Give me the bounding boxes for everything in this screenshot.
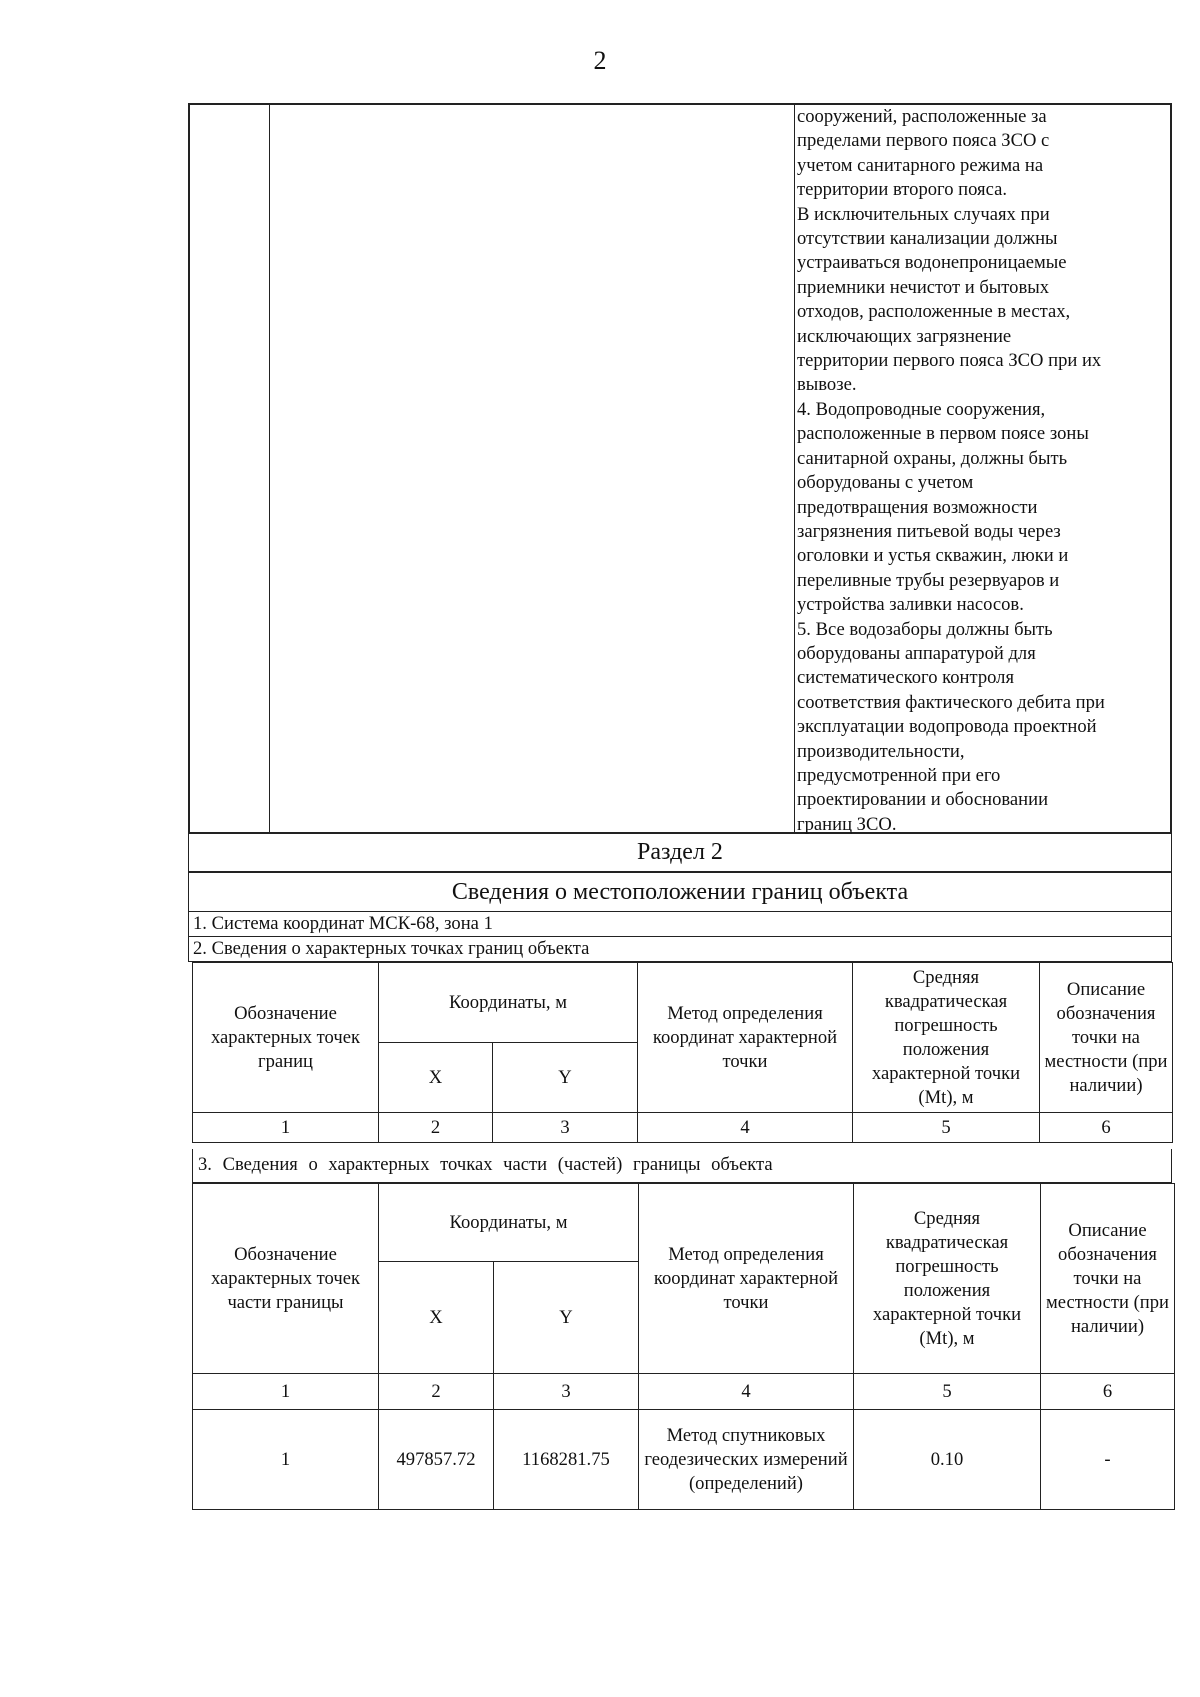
text-line: вывозе. [797, 374, 857, 396]
text-line: соответствия фактического дебита при [797, 691, 1105, 713]
header-x: X [379, 1262, 494, 1374]
part-boundary-points-table [192, 1183, 1175, 1510]
cell-x: 497857.72 [379, 1410, 494, 1510]
continuation-col-text [795, 105, 1170, 835]
page-number: 2 [593, 46, 607, 75]
continuation-col-number [190, 105, 270, 832]
text-line: сооружений, расположенные за [797, 106, 1047, 127]
section-subtitle: Сведения о местоположении границ объекта [188, 872, 1172, 912]
table-row [193, 1410, 1175, 1510]
cell-y: 1168281.75 [494, 1410, 639, 1510]
text-line: загрязнения питьевой воды через [797, 520, 1061, 542]
text-line: оборудованы с учетом [797, 472, 974, 494]
text-line: территории первого пояса ЗСО при их [797, 350, 1102, 372]
text-line: отходов, расположенные в местах, [797, 301, 1071, 323]
column-number: 1 [193, 1113, 379, 1143]
header-description: Описание обозначения точки на местности (при наличии) [1041, 1184, 1175, 1374]
header-point-designation: Обозначение характерных точек части границы [193, 1184, 379, 1374]
header-error: Средняя квадратическая погрешность положения характерной точки (Mt), м [854, 1184, 1041, 1374]
cell-point: 1 [193, 1410, 379, 1510]
column-number: 1 [193, 1374, 379, 1410]
header-point-designation: Обозначение характерных точек границ [193, 963, 379, 1113]
text-line: санитарной охраны, должны быть [797, 447, 1068, 469]
header-method: Метод определения координат характерной точки [638, 963, 853, 1113]
column-number: 2 [379, 1374, 494, 1410]
boundary-points-table [192, 962, 1173, 1143]
text-line: границ ЗСО. [797, 813, 897, 835]
text-line: эксплуатации водопровода проектной [797, 716, 1097, 738]
column-number: 3 [493, 1113, 638, 1143]
cell-method: Метод спутниковых геодезических измерений (определений) [639, 1410, 854, 1510]
section-title: Раздел 2 [188, 834, 1172, 872]
text-line: оголовки и устья скважин, люки и [797, 545, 1069, 567]
header-coordinates: Координаты, м [379, 1184, 639, 1262]
text-line: учетом санитарного режима на [797, 154, 1044, 176]
header-coordinates: Координаты, м [379, 963, 638, 1043]
cell-description: - [1041, 1410, 1175, 1510]
column-number: 4 [638, 1113, 853, 1143]
text-line: исключающих загрязнение [797, 325, 1012, 347]
column-number: 6 [1040, 1113, 1173, 1143]
text-line: 4. Водопроводные сооружения, [797, 398, 1046, 420]
text-line: производительности, [797, 740, 965, 762]
header-method: Метод определения координат характерной точки [639, 1184, 854, 1374]
column-number: 2 [379, 1113, 493, 1143]
column-number: 5 [854, 1374, 1041, 1410]
text-line: В исключительных случаях при [797, 203, 1050, 225]
header-y: Y [493, 1043, 638, 1113]
column-number: 5 [853, 1113, 1040, 1143]
column-number: 3 [494, 1374, 639, 1410]
text-line: отсутствии канализации должны [797, 228, 1058, 250]
header-x: X [379, 1043, 493, 1113]
text-line: 5. Все водозаборы должны быть [797, 618, 1053, 640]
text-line: пределами первого пояса ЗСО с [797, 130, 1050, 152]
text-line: предотвращения возможности [797, 496, 1038, 518]
text-line: переливные трубы резервуаров и [797, 569, 1060, 591]
text-line: приемники нечистот и бытовых [797, 276, 1050, 298]
cell-error: 0.10 [854, 1410, 1041, 1510]
header-y: Y [494, 1262, 639, 1374]
text-line: территории второго пояса. [797, 179, 1007, 201]
continuation-col-name [270, 105, 795, 832]
header-description: Описание обозначения точки на местности (при наличии) [1040, 963, 1173, 1113]
continuation-table [188, 103, 1172, 834]
text-line: устраиваться водонепроницаемые [797, 252, 1067, 274]
section3-heading: 3. Сведения о характерных точках части (частей) границы объекта [192, 1149, 1172, 1183]
text-line: систематического контроля [797, 667, 1015, 689]
header-error: Средняя квадратическая погрешность положения характерной точки (Mt), м [853, 963, 1040, 1113]
text-line: расположенные в первом поясе зоны [797, 423, 1089, 445]
text-line: проектировании и обосновании [797, 789, 1049, 811]
coordinate-system: 1. Система координат МСК-68, зона 1 [188, 912, 1172, 937]
points-heading: 2. Сведения о характерных точках границ объекта [188, 937, 1172, 962]
column-number: 4 [639, 1374, 854, 1410]
text-line: оборудованы аппаратурой для [797, 642, 1036, 664]
text-line: устройства заливки насосов. [797, 594, 1024, 616]
text-line: предусмотренной при его [797, 764, 1001, 786]
column-number: 6 [1041, 1374, 1175, 1410]
